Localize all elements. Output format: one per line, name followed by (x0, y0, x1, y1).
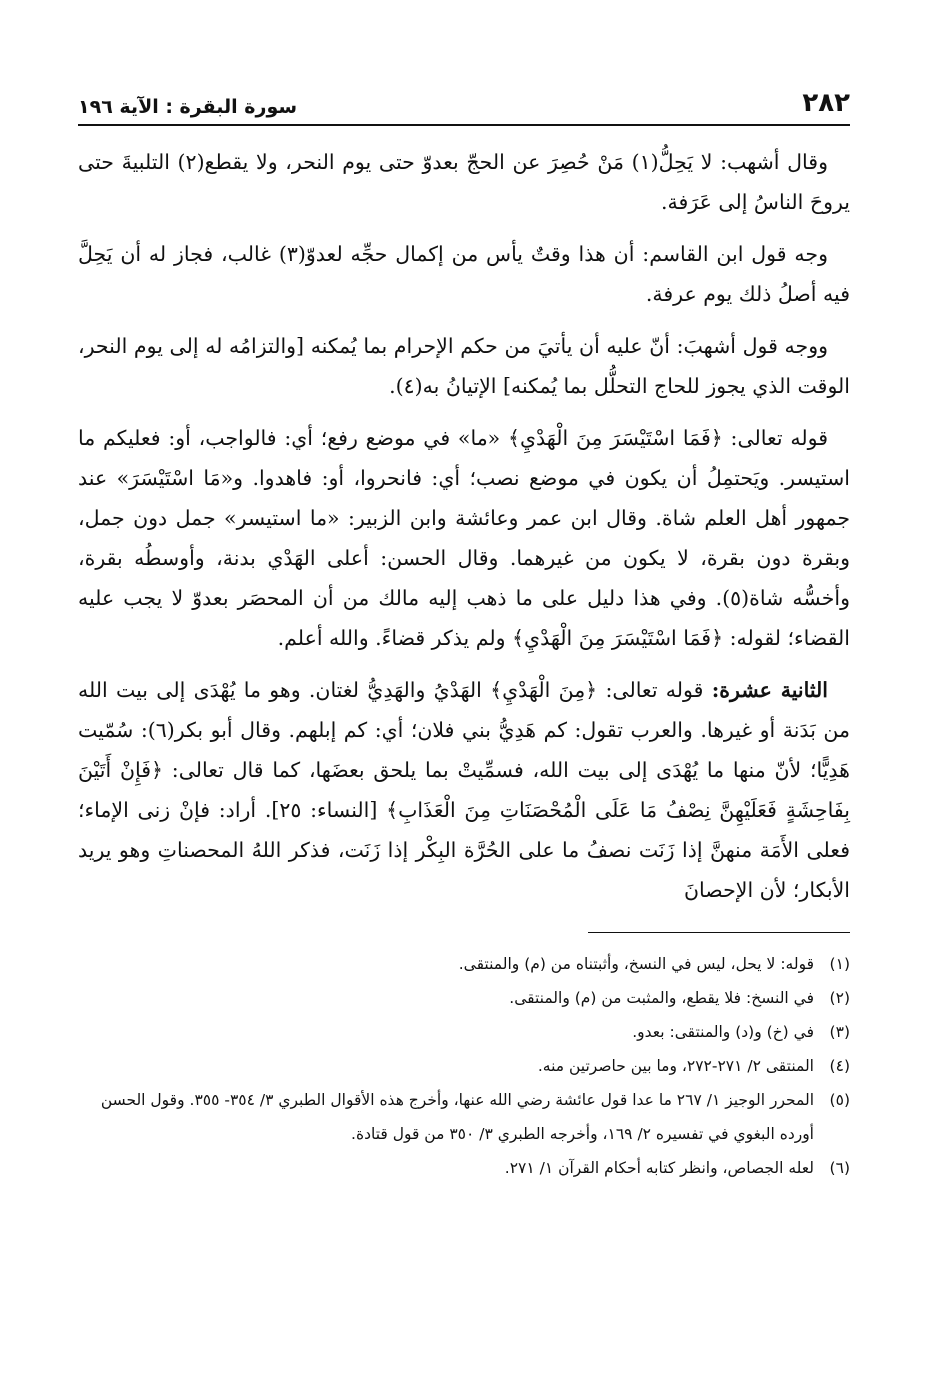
footnote (78, 1015, 850, 1049)
footnotes (78, 947, 850, 1185)
footnote-number: (٤) (829, 1057, 850, 1075)
paragraph (78, 670, 850, 910)
footnote-text: في النسخ: فلا يقطع، والمثبت من (م) والمنتقى. (509, 989, 814, 1007)
page (78, 82, 850, 1342)
main-text (78, 142, 850, 910)
running-title: سورة البقرة : الآية ١٩٦ (78, 96, 298, 118)
footnote-number: (٦) (829, 1159, 850, 1177)
page-header (78, 82, 850, 126)
footnote-text: المنتقى ٢/ ٢٧١-٢٧٢، وما بين حاصرتين منه. (537, 1057, 814, 1075)
footnote-number: (٥) (829, 1091, 850, 1109)
footnote (78, 947, 850, 981)
paragraph-text: قوله تعالى: ﴿مِنَ الْهَدْيِ﴾ الهَدْيُ والهَدِيُّ لغتان. وهو ما يُهْدَى إلى بيت الله من بَدَنة أو غيرها. والعرب تقول: كم هَدِيُّ بني فلان؛ أي: كم إبلهم. وقال أبو بكر(٦): سُمّيت هَدِيًّا؛ لأنّ منها ما يُهْدَى إلى بيت الله، فسمِّيتْ بما يلحق بعضَها، كما قال تعالى: ﴿فَإِنْ أَتَيْنَ بِفَاحِشَةٍ فَعَلَيْهِنَّ نِصْفُ مَا عَلَى الْمُحْصَنَاتِ مِنَ الْعَذَابِ﴾ [النساء: ٢٥]. أراد: فإنْ زنى الإماء؛ فعلى الأَمَة منهنَّ إذا زَنَت نصفُ ما على الحُرَّة البِكْر إذا زَنَت، فذكر اللهُ المحصناتِ وهو يريد الأبكار؛ لأن الإحصانَ (78, 678, 850, 902)
paragraph: وقال أشهب: لا يَحِلُّ(١) مَنْ حُصِرَ عن الحجّ بعدوّ حتى يوم النحر، ولا يقطع(٢) التلبيةَ حتى يروحَ الناسُ إلى عَرَفة. (78, 150, 850, 214)
footnote-number: (٢) (829, 989, 850, 1007)
paragraph: وجه قول ابن القاسم: أن هذا وقتٌ يأس من إكمال حجِّه لعدوّ(٣) غالب، فجاز له أن يَحِلَّ فيه أصلُ ذلك يوم عرفة. (78, 242, 850, 306)
page-number: ٢٨٢ (802, 88, 850, 118)
section-heading: الثانية عشرة: (711, 678, 828, 702)
footnote-text: لعله الجصاص، وانظر كتابه أحكام القرآن ١/ ٢٧١. (504, 1159, 814, 1177)
paragraph: ووجه قول أشهبَ: أنّ عليه أن يأتيَ من حكم الإحرام بما يُمكنه [والتزامُه له إلى يوم النحر، الوقت الذي يجوز للحاج التحلُّل بما يُمكنه] الإتيانُ به(٤). (78, 334, 850, 398)
footnote (78, 981, 850, 1015)
footnote-text: قوله: لا يحل، ليس في النسخ، وأثبتناه من (م) والمنتقى. (458, 955, 814, 973)
footnote-text: في (خ) و(د) والمنتقى: بعدو. (632, 1023, 814, 1041)
footnote (78, 1083, 850, 1151)
footnote-number: (١) (829, 955, 850, 973)
footnote-number: (٣) (829, 1023, 850, 1041)
footnote-divider (588, 932, 850, 933)
footnote (78, 1049, 850, 1083)
footnote-text: المحرر الوجيز ١/ ٢٦٧ ما عدا قول عائشة رضي الله عنها، وأخرج هذه الأقوال الطبري ٣/ ٣٥٤- ٣٥٥. وقول الحسن أورده البغوي في تفسيره ٢/ ١٦٩، وأخرجه الطبري ٣/ ٣٥٠ من قول قتادة. (100, 1091, 814, 1143)
paragraph: قوله تعالى: ﴿فَمَا اسْتَيْسَرَ مِنَ الْهَدْيِ﴾ «ما» في موضع رفع؛ أي: فالواجب، أو: فعليكم ما استيسر. ويَحتمِلُ أن يكون في موضع نصب؛ أي: فانحروا، أو: فاهدوا. و«مَا اسْتَيْسَرَ» عند جمهور أهل العلم شاة. وقال ابن عمر وعائشة وابن الزبير: «ما استيسر» جمل دون جمل، وبقرة دون بقرة، لا يكون من غيرهما. وقال الحسن: أعلى الهَدْي بدنة، وأوسطُه بقرة، وأخسُّه شاة(٥). وفي هذا دليل على ما ذهب إليه مالك من أن المحصَر بعدوّ لا يجب عليه القضاء؛ لقوله: ﴿فَمَا اسْتَيْسَرَ مِنَ الْهَدْيِ﴾ ولم يذكر قضاءً. والله أعلم. (78, 426, 850, 650)
footnote (78, 1151, 850, 1185)
